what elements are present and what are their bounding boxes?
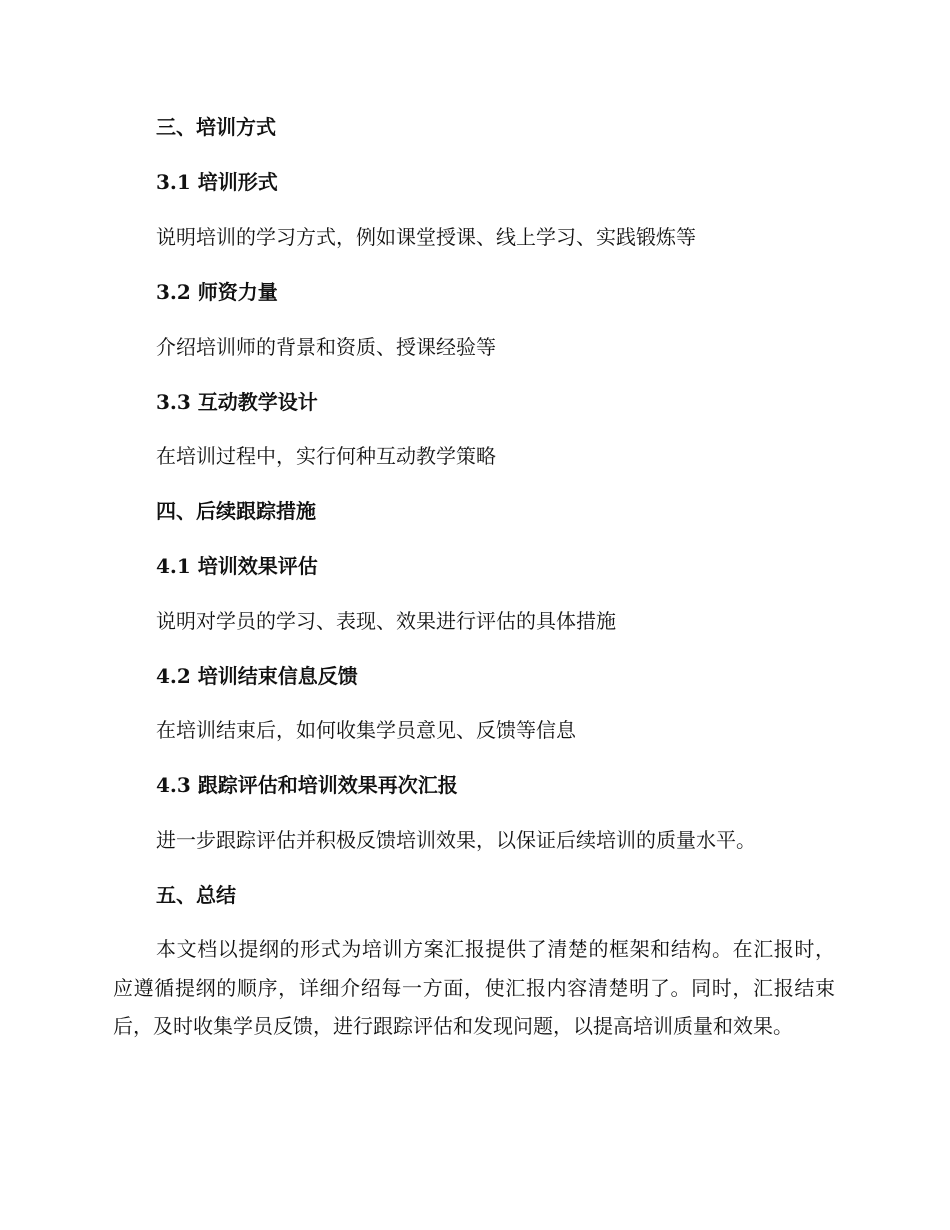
subsection-desc-4-3: 进一步跟踪评估并积极反馈培训效果，以保证后续培训的质量水平。	[156, 828, 756, 852]
subsection-title-4-1: 4.1 培训效果评估	[156, 554, 318, 578]
subsection-title-4-3: 4.3 跟踪评估和培训效果再次汇报	[156, 773, 458, 797]
subsection-title-3-1: 3.1 培训形式	[156, 170, 278, 194]
section-heading-3: 三、培训方式	[156, 115, 276, 139]
subsection-desc-3-1: 说明培训的学习方式，例如课堂授课、线上学习、实践锻炼等	[156, 225, 696, 249]
section-heading-4: 四、后续跟踪措施	[156, 499, 316, 523]
subsection-desc-4-1: 说明对学员的学习、表现、效果进行评估的具体措施	[156, 609, 616, 633]
section-heading-5: 五、总结	[156, 883, 236, 907]
subsection-desc-3-2: 介绍培训师的背景和资质、授课经验等	[156, 335, 496, 359]
subsection-title-3-2: 3.2 师资力量	[156, 280, 278, 304]
subsection-desc-4-2: 在培训结束后，如何收集学员意见、反馈等信息	[156, 718, 576, 742]
subsection-title-4-2: 4.2 培训结束信息反馈	[156, 664, 358, 688]
summary-paragraph: 本文档以提纲的形式为培训方案汇报提供了清楚的框架和结构。在汇报时，应遵循提纲的顺序，详细介绍每一方面，使汇报内容清楚明了。同时，汇报结束后，及时收集学员反馈，进行跟踪评估和发现问题，以提高培训质量和效果。	[113, 937, 835, 1039]
subsection-title-3-3: 3.3 互动教学设计	[156, 390, 318, 414]
subsection-desc-3-3: 在培训过程中，实行何种互动教学策略	[156, 444, 496, 468]
